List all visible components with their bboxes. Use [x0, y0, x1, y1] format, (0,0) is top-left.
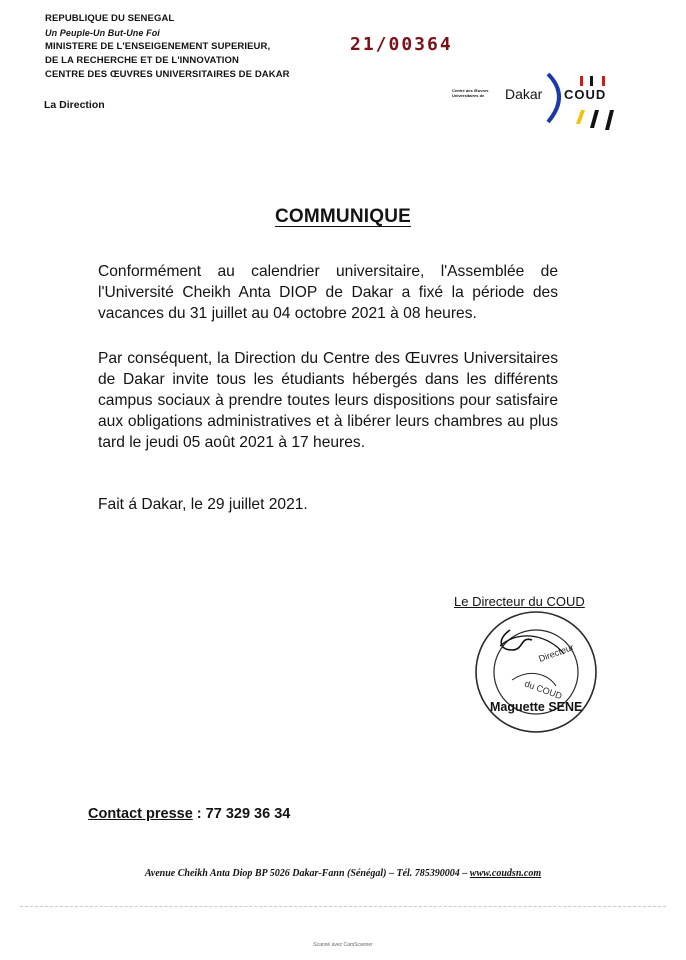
country-name: REPUBLIQUE DU SENEGAL: [45, 13, 175, 24]
coud-logo: [452, 72, 638, 140]
logo-coud-text: COUD: [564, 87, 607, 102]
document-title: COMMUNIQUE: [274, 206, 412, 227]
signature-block: [440, 588, 630, 748]
svg-text:du COUD: du COUD: [523, 678, 564, 702]
national-motto: Un Peuple-Un But-Une Foi: [45, 28, 160, 38]
press-contact: [88, 806, 290, 822]
reference-number: 21/00364: [350, 34, 453, 55]
place-and-date: Fait á Dakar, le 29 juillet 2021.: [98, 496, 308, 513]
signatory-title: Le Directeur du COUD: [454, 594, 585, 609]
institution-name: CENTRE DES ŒUVRES UNIVERSITAIRES DE DAKAR: [45, 69, 290, 80]
address-text: Avenue Cheikh Anta Diop BP 5026 Dakar-Fann (Sénégal) – Tél. 785390004 –: [144, 868, 468, 879]
signatory-name: Maguette SENE: [490, 700, 583, 714]
ministry-line-2: DE LA RECHERCHE ET DE L'INNOVATION: [45, 55, 239, 66]
letterhead: [45, 12, 345, 82]
footer-divider: [20, 906, 666, 907]
contact-separator: :: [192, 806, 206, 822]
scanner-watermark: Scanné avec CamScanner: [313, 942, 373, 948]
contact-label: Contact presse: [88, 806, 193, 822]
svg-text:Directeur: Directeur: [537, 641, 575, 664]
official-stamp: [440, 588, 630, 748]
logo-graphic: [452, 72, 638, 140]
logo-small-text: Centre des Œuvres Universitaires de: [452, 88, 489, 98]
website-link[interactable]: www.coudsn.com: [469, 868, 542, 879]
footer-address: [0, 868, 686, 879]
logo-dakar-text: Dakar: [505, 86, 543, 102]
body-paragraph-2: Par conséquent, la Direction du Centre des Œuvres Universitaires de Dakar invite tous les étudiants hébergés dans les différents campus sociaux à prendre toutes leurs dispositions pour satisfaire aux obligations administratives et à libérer leurs chambres au plus tard le jeudi 05 août 2021 à 17 heures.: [98, 350, 558, 451]
ministry-line-1: MINISTERE DE L'ENSEIGENEMENT SUPERIEUR,: [45, 41, 271, 52]
department-label: La Direction: [44, 99, 105, 111]
body-paragraph-1: Conformément au calendrier universitaire, l'Assemblée de l'Université Cheikh Anta DIOP de Dakar a fixé la période des vacances du 31 juillet au 04 octobre 2021 à 08 heures.: [98, 263, 558, 322]
contact-phone: 77 329 36 34: [205, 806, 291, 822]
